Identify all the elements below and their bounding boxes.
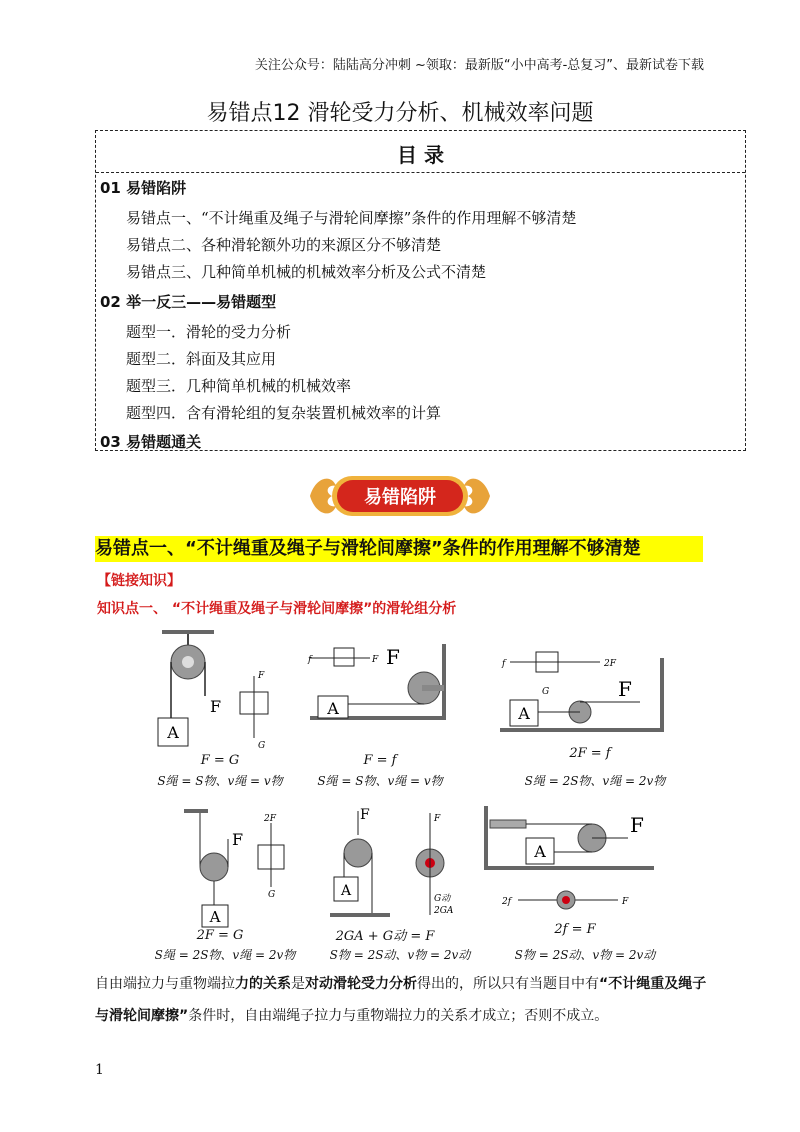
block-label: A (518, 704, 530, 723)
force-label: F (360, 807, 370, 823)
diagram-relation: S绳 = S物、v绳 = v物 (317, 774, 443, 788)
force-label: F (386, 645, 400, 669)
section-heading (95, 536, 703, 562)
diagram-horizontal-pulley (310, 640, 460, 725)
section-banner (306, 466, 494, 526)
force-label: F (618, 677, 632, 701)
banner-text: 易错陷阱 (364, 487, 436, 508)
diagram-equation: F = f (363, 753, 397, 768)
force-top: 2F (264, 814, 276, 824)
weight-label: G (258, 741, 266, 751)
diagram-relation: S绳 = 2S物、v绳 = 2v物 (154, 948, 296, 962)
toc-section-2[interactable]: 02 举一反三——易错题型 (100, 293, 277, 311)
force-small: F (372, 655, 379, 665)
toc-item[interactable]: 易错点一、“不计绳重及绳子与滑轮间摩擦”条件的作用理解不够清楚 (126, 209, 577, 227)
force-right: F (622, 897, 629, 907)
diagram-relation: S物 = 2S动、v物 = 2v动 (514, 948, 656, 962)
friction-label: f (502, 659, 506, 669)
diagram-relation: S物 = 2S动、v物 = 2v动 (329, 948, 471, 962)
section-heading-text: 易错点一、“不计绳重及绳子与滑轮间摩擦”条件的作用理解不够清楚 (95, 538, 641, 559)
force-label: F (630, 813, 644, 837)
header-note: 关注公众号：陆陆高分冲刺 ~领取：最新版“小中高考-总复习”、最新试卷下载 (254, 58, 704, 73)
block-label: A (340, 883, 352, 899)
toc-divider (96, 172, 745, 174)
toc-section-1[interactable]: 01 易错陷阱 (100, 179, 187, 197)
diagram-fixed-pulley (150, 626, 280, 756)
force-label: F (232, 830, 244, 849)
page-number: 1 (95, 1062, 104, 1078)
toc-item[interactable]: 易错点三、几种简单机械的机械效率分析及公式不清楚 (126, 263, 487, 281)
diagram-relation: S绳 = S物、v绳 = v物 (157, 774, 283, 788)
para-text: 条件时，自由端绳子拉力与重物端拉力的关系才成立；否则不成立。 (188, 1008, 609, 1024)
weight-label: G (268, 890, 276, 900)
para-text: 自由端拉力与重物端拉 (95, 976, 235, 992)
diagram-inverted-pulley (330, 805, 460, 930)
block-label: A (209, 908, 221, 926)
toc-item[interactable]: 题型四．含有滑轮组的复杂装置机械效率的计算 (126, 404, 442, 422)
force-left: 2f (502, 897, 512, 907)
toc-item[interactable]: 题型一．滑轮的受力分析 (126, 323, 292, 341)
explanation-paragraph (95, 968, 715, 1032)
weight-block: 2GA (434, 906, 454, 916)
friction-label: f (308, 655, 312, 665)
diagram-moving-pulley-vertical (180, 805, 300, 930)
diagram-relation: S绳 = 2S物、v绳 = 2v物 (524, 774, 666, 788)
diagram-equation: 2f = F (554, 922, 596, 937)
weight-pulley: G动 (434, 894, 451, 904)
diagram-equation: 2GA + G动 = F (335, 929, 435, 944)
diagram-spring-pulley (478, 802, 668, 912)
force-small: 2F (604, 659, 616, 669)
block-label: A (167, 723, 179, 742)
link-knowledge-label: 【链接知识】 (97, 573, 181, 589)
diagram-moving-pulley-horizontal (500, 640, 670, 735)
weight-label: G (542, 687, 550, 697)
toc-item[interactable]: 题型三．几种简单机械的机械效率 (126, 377, 352, 395)
diagram-equation: F = G (200, 753, 240, 768)
toc-item[interactable]: 易错点二、各种滑轮额外功的来源区分不够清楚 (126, 236, 442, 254)
knowledge-point-title: 知识点一、 “不计绳重及绳子与滑轮间摩擦”的滑轮组分析 (97, 601, 457, 617)
diagram-equation: 2F = G (196, 928, 244, 943)
para-text: 得出的，所以只有当题目中有 (417, 976, 599, 992)
document-title: 易错点12 滑轮受力分析、机械效率问题 (206, 101, 594, 126)
diagram-equation: 2F = f (569, 746, 611, 761)
force-top: F (434, 814, 441, 824)
para-bold: “不计绳重及绳子与滑轮间摩擦” (95, 976, 707, 1024)
force-label: F (210, 697, 222, 716)
para-bold: 力的关系 (235, 976, 291, 992)
toc-item[interactable]: 题型二．斜面及其应用 (126, 350, 277, 368)
block-label: A (534, 842, 546, 861)
block-label: A (327, 699, 339, 718)
para-text: 是 (291, 976, 305, 992)
table-of-contents (95, 130, 746, 451)
para-bold: 对动滑轮受力分析 (305, 976, 417, 992)
toc-section-3[interactable]: 03 易错题通关 (100, 433, 202, 451)
toc-heading: 目 录 (397, 143, 444, 167)
force-label-top: F (258, 671, 265, 681)
